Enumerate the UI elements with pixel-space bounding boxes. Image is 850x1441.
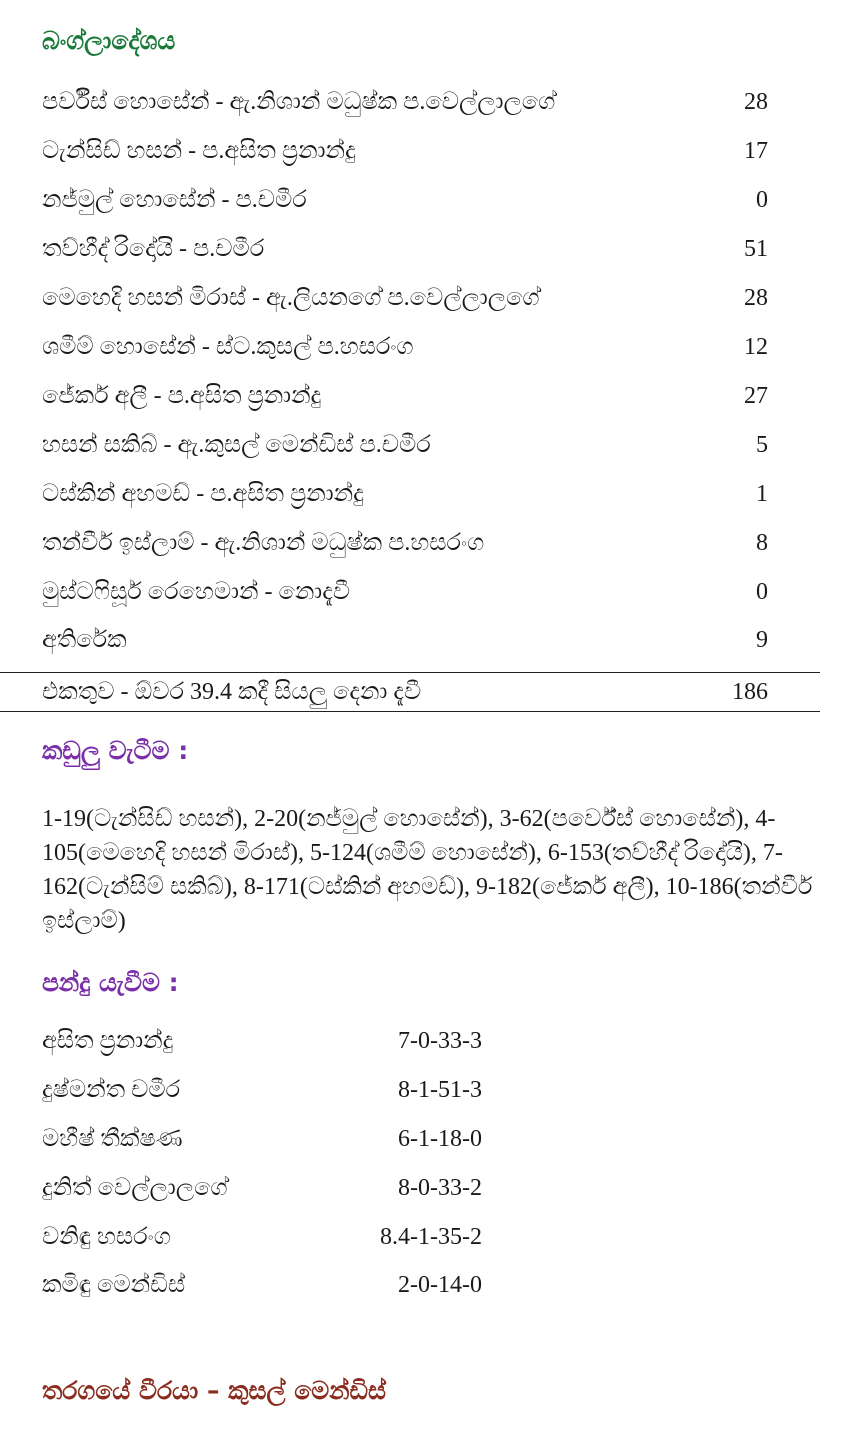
bowler-name: වනිඳු හසරංග [42, 1224, 171, 1250]
batsman-dismissal: ශමීම් හොසේන් - ස්ට.කුසල් ප.හසරංග [42, 334, 414, 360]
bowling-row [42, 1265, 502, 1305]
man-of-the-match: තරගයේ වීරයා – කුසල් මෙන්ඩිස් [42, 1376, 387, 1405]
extras-runs: 9 [756, 627, 768, 653]
extras-row [42, 620, 768, 660]
bowling-row [42, 1168, 502, 1208]
batting-row [42, 278, 768, 318]
fall-of-wickets-text: 1-19(ටැන්සිඩ් හසන්), 2-20(නජ්මුල් හොසේන්), 3-62(පර්වේස් හොසේන්), 4-105(මෙහෙදි හසන් මිරාස්), 5-124(ශමීම් හොසේන්), 6-153(තව්හීද් රිදෝයි), 7-162(ටැන්සිම් සකිබ්), 8-171(ටස්කින් අහමඩ්), 9-182(ජේකර් අලී), 10-186(තන්වීර් ඉස්ලාම්) [42, 806, 813, 934]
batsman-dismissal: නජ්මුල් හොසේන් - ප.චමීර [42, 187, 307, 213]
bowler-figures: 2-0-14-0 [398, 1272, 482, 1298]
bowling-title: පන්දු යැවීම : [42, 968, 179, 997]
fall-of-wickets-title: කඩුලු වැටීම : [42, 736, 189, 765]
batsman-runs: 0 [756, 579, 768, 605]
total-bottom-divider [0, 711, 820, 712]
bowling-row [42, 1217, 502, 1257]
bowler-figures: 7-0-33-3 [398, 1028, 482, 1054]
batsman-runs: 1 [756, 481, 768, 507]
batting-row [42, 523, 768, 563]
batsman-runs: 17 [744, 138, 768, 164]
batsman-dismissal: ජේකර් අලී - ප.අසිත ප්‍රනාන්දු [42, 383, 322, 409]
batting-row [42, 327, 768, 367]
batting-row [42, 376, 768, 416]
bowler-name: දුෂ්මන්ත චමීර [42, 1077, 181, 1103]
batsman-dismissal: හසන් සකිබ් - ඇ.කුසල් මෙන්ඩිස් ප.චමීර [42, 432, 431, 458]
bowler-name: දුනිත් වෙල්ලාලගේ [42, 1175, 228, 1201]
bowler-name: අසිත ප්‍රනාන්දු [42, 1028, 174, 1054]
batsman-runs: 0 [756, 187, 768, 213]
batsman-dismissal: මෙහෙදි හසන් මිරාස් - ඇ.ලියනගේ ප.වෙල්ලාලගේ [42, 285, 540, 311]
batting-row [42, 572, 768, 612]
bowler-name: මහීෂ් තීක්ෂණ [42, 1126, 183, 1152]
batsman-runs: 51 [744, 236, 768, 262]
batsman-runs: 28 [744, 285, 768, 311]
bowler-figures: 8-0-33-2 [398, 1175, 482, 1201]
batting-row [42, 180, 768, 220]
batsman-dismissal: මුස්ටෆිසූර් රෙහෙමාන් - නොදැවී [42, 579, 351, 605]
bowler-figures: 6-1-18-0 [398, 1126, 482, 1152]
batsman-dismissal: ටැන්සිඩ් හසන් - ප.අසිත ප්‍රනාන්දු [42, 138, 356, 164]
bowler-figures: 8-1-51-3 [398, 1077, 482, 1103]
batsman-runs: 8 [756, 530, 768, 556]
batsman-dismissal: ටස්කින් අහමඩ් - ප.අසිත ප්‍රනාන්දු [42, 481, 364, 507]
batsman-dismissal: තව්හීද් රිදෝයි - ප.චමීර [42, 236, 265, 262]
batsman-runs: 27 [744, 383, 768, 409]
batting-row [42, 229, 768, 269]
batsman-runs: 28 [744, 89, 768, 115]
batsman-runs: 12 [744, 334, 768, 360]
bowler-name: කමිඳු මෙන්ඩිස් [42, 1272, 186, 1298]
batting-row [42, 131, 768, 171]
total-row [42, 672, 768, 712]
extras-label: අතිරේක [42, 627, 127, 653]
batsman-dismissal: පර්වීස් හොසේන් - ඇ.නිශාන් මධුෂ්ක ප.වෙල්ලාලගේ [42, 89, 556, 115]
bowling-row [42, 1119, 502, 1159]
batting-row [42, 82, 768, 122]
team-title: බංග්ලාදේශය [42, 26, 176, 55]
batsman-dismissal: තන්වීර් ඉස්ලාම් - ඇ.නිශාන් මධුෂ්ක ප.හසරංග [42, 530, 485, 556]
bowling-row [42, 1021, 502, 1061]
batting-row [42, 425, 768, 465]
bowler-figures: 8.4-1-35-2 [380, 1224, 482, 1250]
total-label: එකතුව - ඕවර 39.4 කදී සියලු දෙනා දැවී [42, 679, 422, 705]
total-runs: 186 [732, 679, 768, 705]
bowling-row [42, 1070, 502, 1110]
batting-row [42, 474, 768, 514]
batsman-runs: 5 [756, 432, 768, 458]
